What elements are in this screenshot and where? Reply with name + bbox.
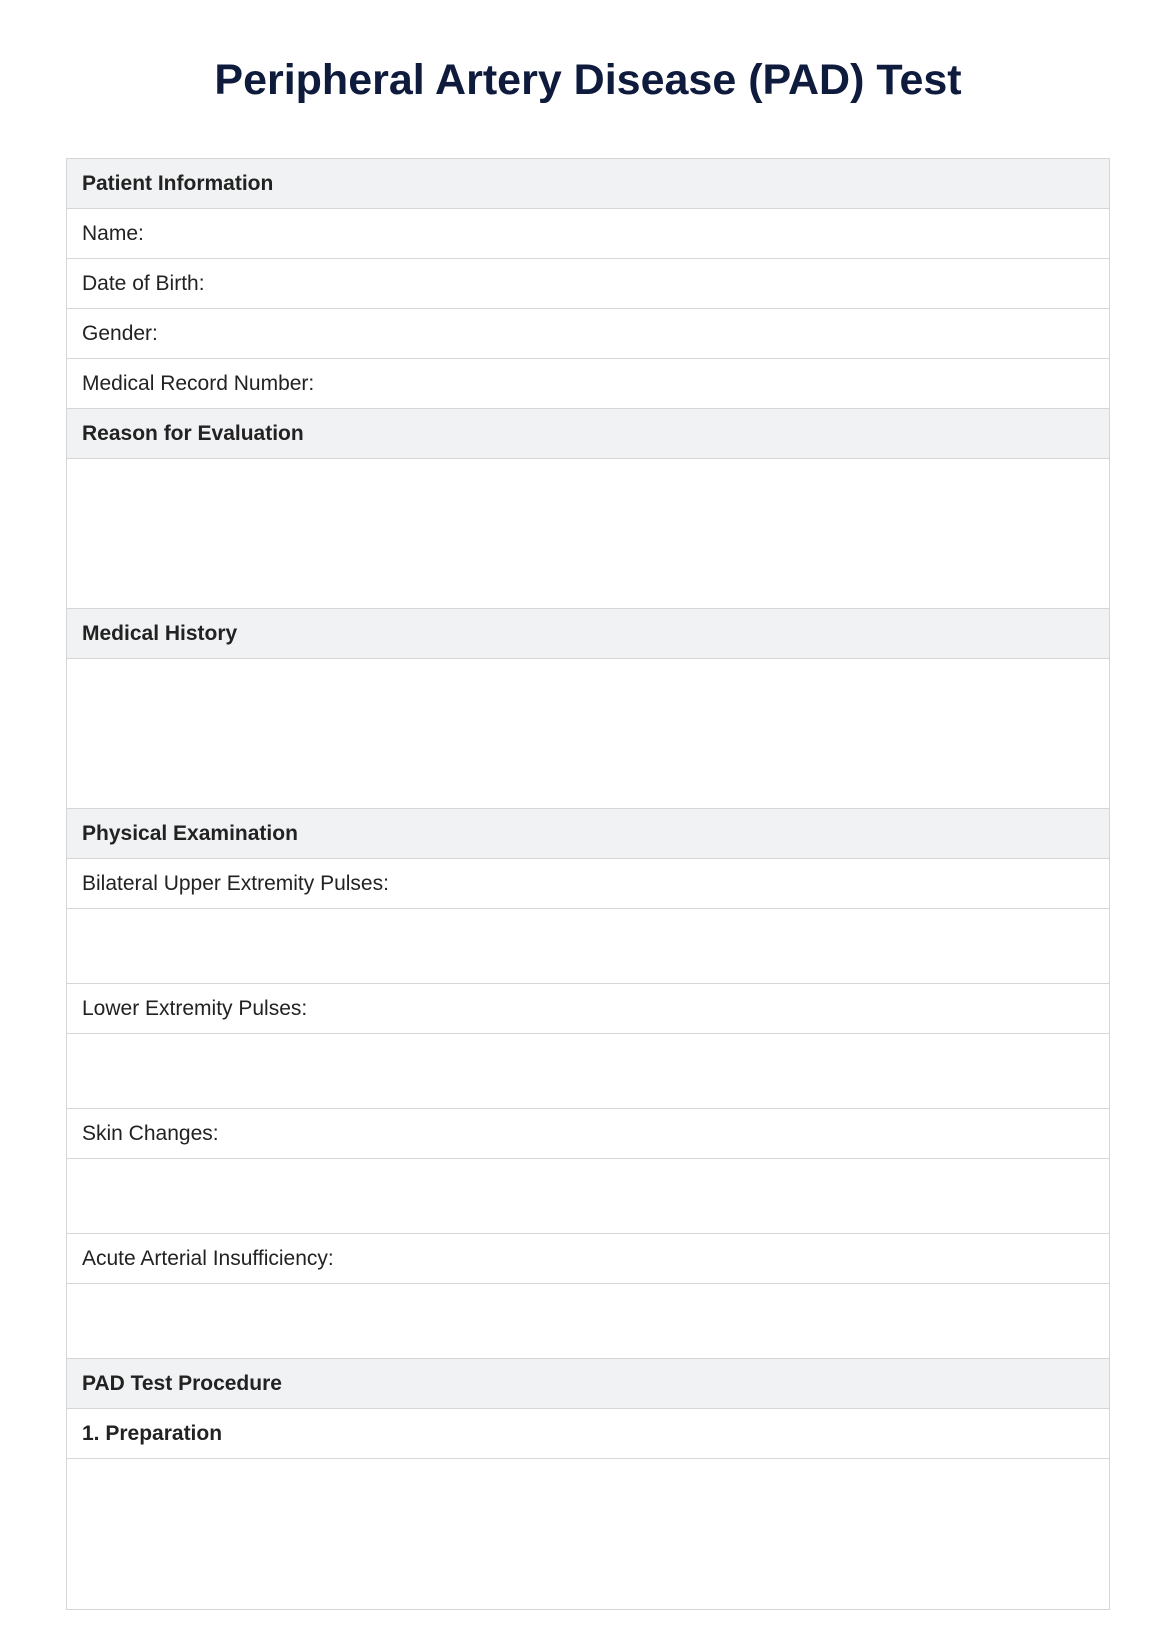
document-title: Peripheral Artery Disease (PAD) Test xyxy=(214,56,962,104)
step-preparation-heading: 1. Preparation xyxy=(67,1409,1109,1459)
reason-for-evaluation-input[interactable] xyxy=(67,459,1109,609)
medical-record-number-field[interactable]: Medical Record Number: xyxy=(67,359,1109,409)
section-header-reason-for-evaluation: Reason for Evaluation xyxy=(67,409,1109,459)
section-header-physical-examination: Physical Examination xyxy=(67,809,1109,859)
lower-extremity-pulses-label: Lower Extremity Pulses: xyxy=(67,984,1109,1034)
skin-changes-input[interactable] xyxy=(67,1159,1109,1234)
section-header-medical-history: Medical History xyxy=(67,609,1109,659)
lower-extremity-pulses-input[interactable] xyxy=(67,1034,1109,1109)
name-field[interactable]: Name: xyxy=(67,209,1109,259)
date-of-birth-field[interactable]: Date of Birth: xyxy=(67,259,1109,309)
upper-extremity-pulses-label: Bilateral Upper Extremity Pulses: xyxy=(67,859,1109,909)
medical-history-input[interactable] xyxy=(67,659,1109,809)
skin-changes-label: Skin Changes: xyxy=(67,1109,1109,1159)
acute-arterial-insufficiency-input[interactable] xyxy=(67,1284,1109,1359)
section-header-patient-information: Patient Information xyxy=(67,159,1109,209)
upper-extremity-pulses-input[interactable] xyxy=(67,909,1109,984)
section-header-pad-test-procedure: PAD Test Procedure xyxy=(67,1359,1109,1409)
preparation-input[interactable] xyxy=(67,1459,1109,1609)
gender-field[interactable]: Gender: xyxy=(67,309,1109,359)
acute-arterial-insufficiency-label: Acute Arterial Insufficiency: xyxy=(67,1234,1109,1284)
form-table xyxy=(66,158,1110,1610)
